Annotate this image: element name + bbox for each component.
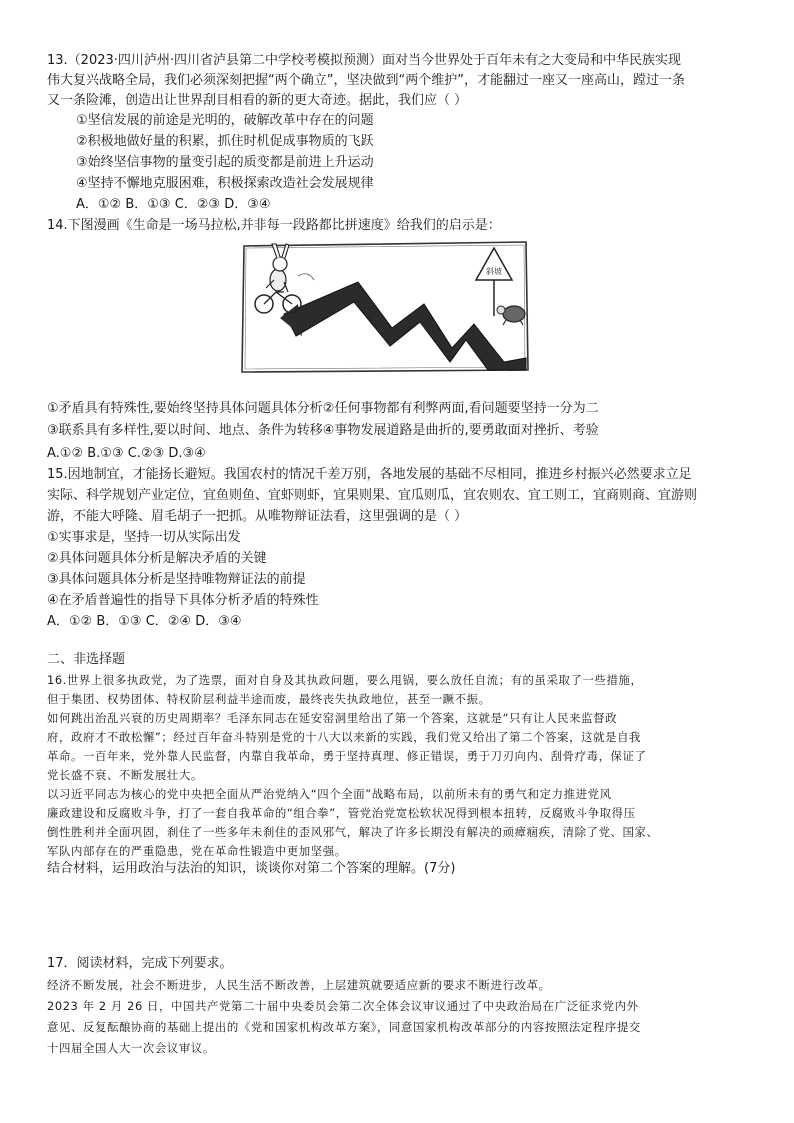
q13-stem-line-2: 伟大复兴战略全局，我们必须深刻把握“两个确立”，坚决做到“两个维护”，才能翻过一座又一座高山，蹚过一条 [47,73,685,88]
sign-text: 斜坡 [486,267,502,276]
q15-stem-line-2: 实际、科学规划产业定位，宜鱼则鱼、宜虾则虾，宜果则果、宜瓜则瓜，宜农则农、宜工则工，宜商则商、宜游则 [47,488,698,503]
q16-line-3: 如何跳出治乱兴衰的历史周期率？毛泽东同志在延安窑洞里给出了第一个答案，这就是“只有让人民来监督政 [47,711,618,725]
q16-question: 结合材料，运用政治与法治的知识，谈谈你对第二个答案的理解。(7分) [47,861,456,876]
q16-line-7: 以习近平同志为核心的党中央把全面从严治党纳入“四个全面”战略布局，以前所未有的勇气和定力推进党风 [47,787,612,801]
q17-line-2: 2023 年 2 月 26 日，中国共产党第二十届中央委员会第二次全体会议审议通过了中央政治局在广泛征求党内外 [47,999,639,1013]
q14-stem: 14.下图漫画《生命是一场马拉松,并非每一段路都比拼速度》给我们的启示是： [47,218,501,233]
q15-item-3: ③具体问题具体分析是坚持唯物辩证法的前提 [47,572,306,587]
q15-stem-line-1: 15.因地制宜，才能扬长避短。我国农村的情况千差万别，各地发展的基础不尽相同，推进乡村振兴必然要求立足 [47,467,692,482]
q16-line-5: 革命。一百年来，党外靠人民监督，内靠自我革命，勇于坚持真理、修正错误，勇于刀刃向内、刮骨疗毒，保证了 [47,749,647,763]
q14-options: A.①② B.①③ C.②③ D.③④ [47,446,206,461]
section-heading-non-choice: 二、非选择题 [47,652,126,667]
q15-stem-line-3: 游，不能大呼隆、眉毛胡子一把抓。从唯物辩证法看，这里强调的是（ ） [47,509,468,524]
q15-item-2: ②具体问题具体分析是解决矛盾的关键 [47,551,267,566]
q16-line-6: 党长盛不衰、不断发展壮大。 [47,768,203,782]
q13-item-2: ②积极地做好量的积累，抓住时机促成事物质的飞跃 [76,134,374,149]
marathon-cartoon-image [236,236,532,376]
q14-item-2: ③联系具有多样性,要以时间、地点、条件为转移④事物发展道路是曲折的,要勇敢面对挫折、考验 [47,423,599,438]
q13-options: A．①② B．①③ C．②③ D．③④ [76,197,271,212]
q13-stem-line-3: 又一条险滩，创造出让世界刮目相看的新的更大奇迹。据此，我们应（ ） [47,93,468,108]
q15-item-4: ④在矛盾普遍性的指导下具体分析矛盾的特殊性 [47,593,319,608]
q13-item-3: ③始终坚信事物的量变引起的质变都是前进上升运动 [76,155,374,170]
q13-item-1: ①坚信发展的前途是光明的，破解改革中存在的问题 [76,113,374,128]
q16-line-4: 府，政府才不敢松懈”；经过百年奋斗特别是党的十八大以来新的实践，我们党又给出了第二个答案，这就是自我 [47,730,642,744]
q14-item-1: ①矛盾具有特殊性,要始终坚持具体问题具体分析②任何事物都有利弊两面,看问题要坚持一分为二 [47,401,599,416]
q17-line-3: 意见、反复酝酿协商的基础上提出的《党和国家机构改革方案》，同意国家机构改革部分的内容按照法定程序提交 [47,1020,641,1034]
q16-line-10: 军队内部存在的严重隐患，党在革命性锻造中更加坚强。 [47,844,347,858]
slope-warning-sign [476,248,512,316]
q16-line-9: 倒性胜利并全面巩固，刹住了一些多年未刹住的歪风邪气，解决了许多长期没有解决的顽瘴痼疾，清除了党、国家、 [47,825,659,839]
q16-line-1: 16.世界上很多执政党，为了选票，面对自身及其执政问题，要么甩锅，要么放任自流；有的虽采取了一些措施， [47,673,643,687]
q15-item-1: ①实事求是，坚持一切从实际出发 [47,530,241,545]
q17-line-1: 经济不断发展，社会不断进步，人民生活不断改善，上层建筑就要适应新的要求不断进行改革。 [47,978,551,992]
q16-line-2: 但于集团、权势团体、特权阶层利益半途而废，最终丧失执政地位，甚至一蹶不振。 [47,692,491,706]
turtle-drawing [497,306,525,325]
q13-stem-line-1: 13.（2023·四川泸州·四川省泸县第二中学校考模拟预测）面对当今世界处于百年未有之大变局和中华民族实现 [47,53,682,68]
q13-item-4: ④坚持不懈地克服困难，积极探索改造社会发展规律 [76,176,374,191]
q15-options: A．①② B．①③ C．②④ D．③④ [47,614,242,629]
rabbit-cyclist-drawing [255,244,314,313]
q17-line-4: 十四届全国人大一次会议审议。 [47,1041,215,1055]
q16-line-8: 廉政建设和反腐败斗争，打了一套自我革命的“组合拳”，管党治党宽松软状况得到根本扭转，反腐败斗争取得压 [47,806,636,820]
q17-title: 17．阅读材料，完成下列要求。 [47,956,233,971]
